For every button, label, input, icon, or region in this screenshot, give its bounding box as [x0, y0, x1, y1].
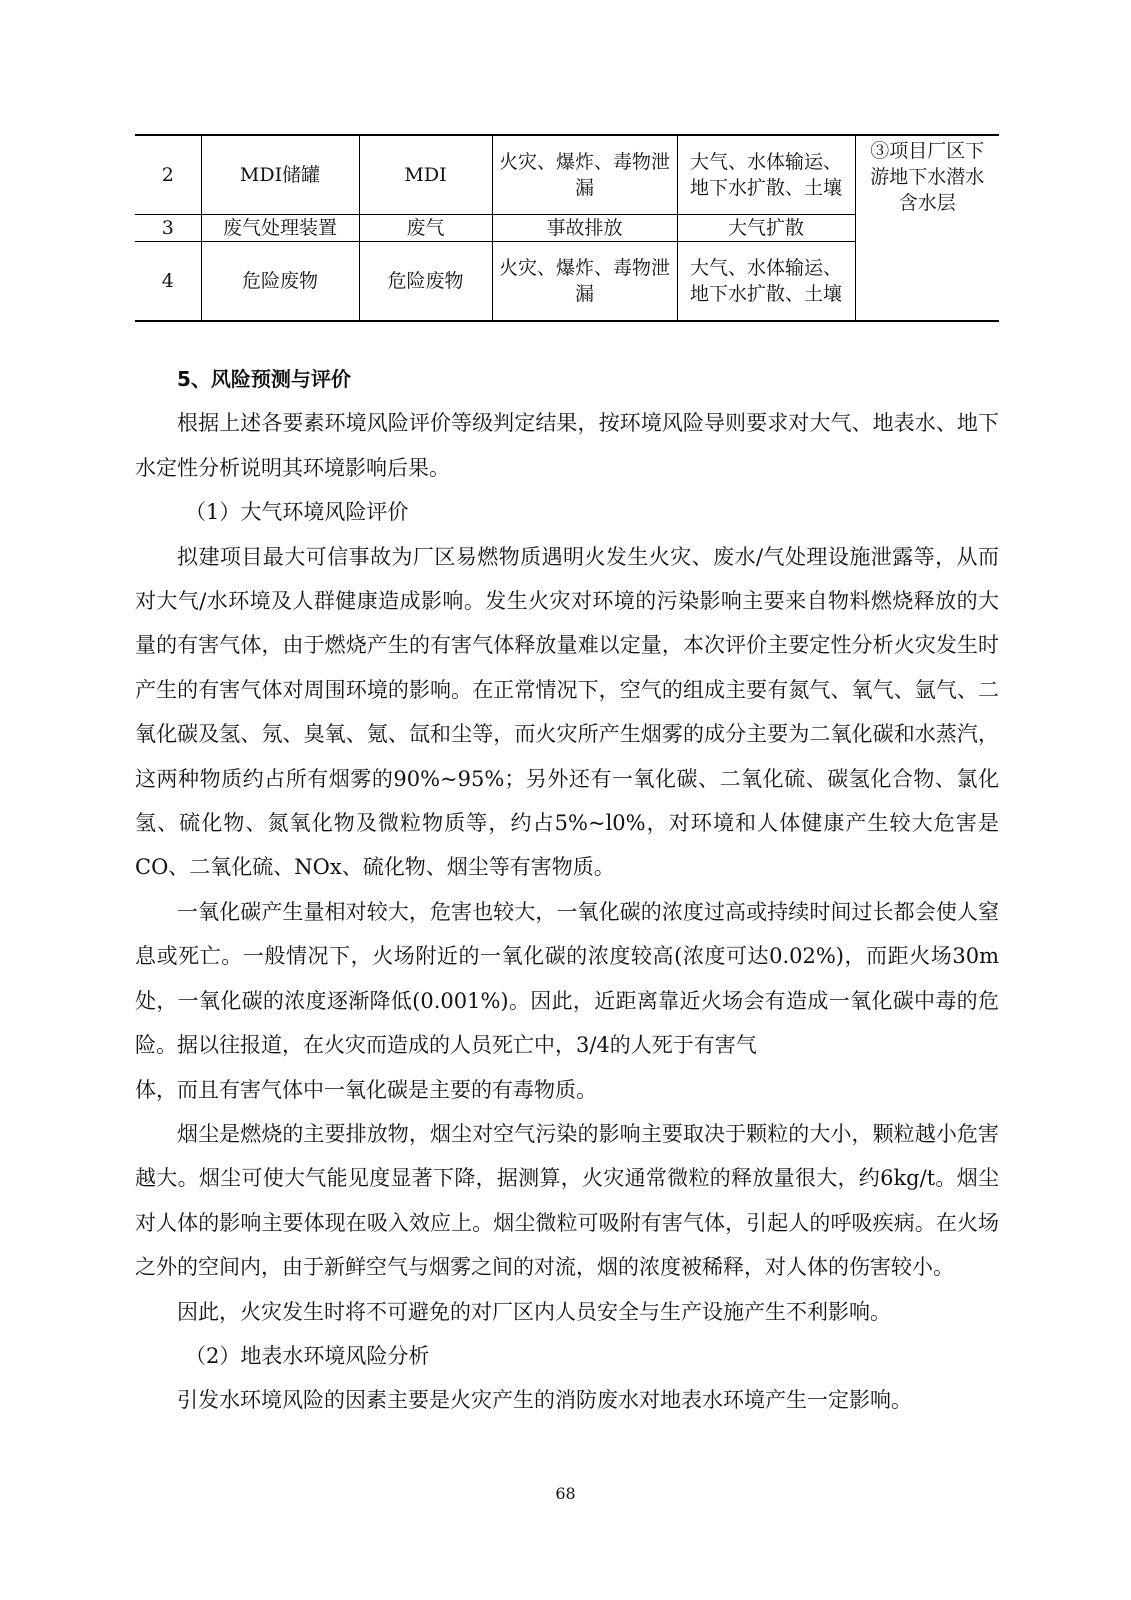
cell-risk-type: 火灾、爆炸、毒物泄漏 [492, 242, 677, 322]
cell-substance: MDI [359, 135, 492, 215]
cell-risk-type: 火灾、爆炸、毒物泄漏 [492, 135, 677, 215]
cell-receptor: ③项目厂区下游地下水潜水含水层 [855, 135, 999, 321]
paragraph-carbon-monoxide-cont: 体，而且有害气体中一氧化碳是主要的有毒物质。 [135, 1077, 597, 1102]
cell-path: 大气、水体输运、地下水扩散、土壤 [677, 242, 855, 322]
body-text [135, 357, 999, 1423]
cell-unit: MDI储罐 [201, 135, 359, 215]
cell-path: 大气扩散 [677, 215, 855, 242]
subsection-heading-air: （1）大气环境风险评价 [185, 500, 409, 525]
cell-unit: 危险废物 [201, 242, 359, 322]
cell-no: 2 [135, 135, 201, 215]
cell-substance: 危险废物 [359, 242, 492, 322]
table-row [135, 135, 999, 215]
intro-paragraph: 根据上述各要素环境风险评价等级判定结果，按环境风险导则要求对大气、地表水、地下水定性分析说明其环境影响后果。 [135, 411, 999, 480]
paragraph-fire-gases: 拟建项目最大可信事故为厂区易燃物质遇明火发生火灾、废水/气处理设施泄露等，从而对大气/水环境及人群健康造成影响。发生火灾对环境的污染影响主要来自物料燃烧释放的大量的有害气体，由于燃烧产生的有害气体释放量难以定量，本次评价主要定性分析火灾发生时产生的有害气体对周围环境的影响。在正常情况下，空气的组成主要有氮气、氧气、氩气、二氧化碳及氢、氖、臭氧、氪、氙和尘等，而火灾所产生烟雾的成分主要为二氧化碳和水蒸汽，这两种物质约占所有烟雾的90%~95%；另外还有一氧化碳、二氧化硫、碳氢化合物、氯化氢、硫化物、氮氧化物及微粒物质等，约占5%~l0%，对环境和人体健康产生较大危害是CO、二氧化硫、NOx、硫化物、烟尘等有害物质。 [135, 544, 999, 880]
subsection-heading-surface-water: （2）地表水环境风险分析 [185, 1343, 430, 1368]
cell-substance: 废气 [359, 215, 492, 242]
cell-no: 3 [135, 215, 201, 242]
risk-source-table [135, 134, 999, 322]
paragraph-carbon-monoxide: 一氧化碳产生量相对较大，危害也较大，一氧化碳的浓度过高或持续时间过长都会使人窒息或死亡。一般情况下，火场附近的一氧化碳的浓度较高(浓度可达0.02%)，而距火场30m处，一氧化碳的浓度逐渐降低(0.001%)。因此，近距离靠近火场会有造成一氧化碳中毒的危险。据以往报道，在火灾而造成的人员死亡中，3/4的人死于有害气 [135, 899, 999, 1058]
cell-risk-type: 事故排放 [492, 215, 677, 242]
cell-unit: 废气处理装置 [201, 215, 359, 242]
paragraph-conclusion: 因此，火灾发生时将不可避免的对厂区内人员安全与生产设施产生不利影响。 [177, 1299, 891, 1324]
paragraph-smoke-dust: 烟尘是燃烧的主要排放物，烟尘对空气污染的影响主要取决于颗粒的大小，颗粒越小危害越大。烟尘可使大气能见度显著下降，据测算，火灾通常微粒的释放量很大，约6kg/t。烟尘对人体的影响主要体现在吸入效应上。烟尘微粒可吸附有害气体，引起人的呼吸疾病。在火场之外的空间内，由于新鲜空气与烟雾之间的对流，烟的浓度被稀释，对人体的伤害较小。 [135, 1121, 999, 1280]
page-number: 68 [555, 1484, 576, 1503]
cell-path: 大气、水体输运、地下水扩散、土壤 [677, 135, 855, 215]
paragraph-surface-water: 引发水环境风险的因素主要是火灾产生的消防废水对地表水环境产生一定影响。 [177, 1388, 912, 1413]
cell-no: 4 [135, 242, 201, 322]
section-heading: 5、风险预测与评价 [177, 367, 351, 391]
